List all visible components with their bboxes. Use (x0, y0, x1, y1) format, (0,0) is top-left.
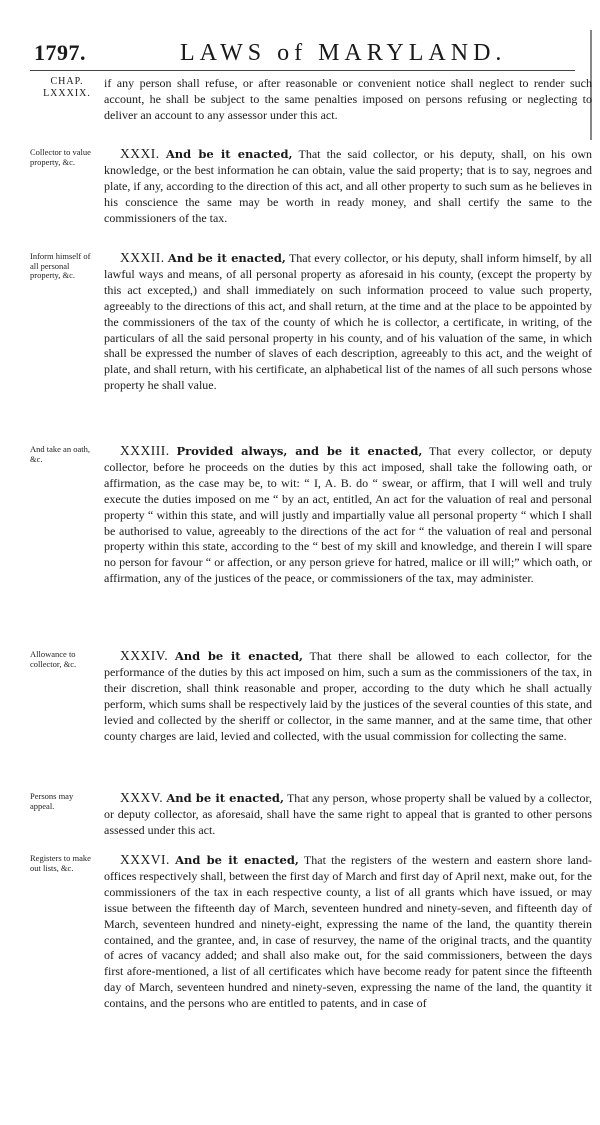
section-body: That the registers of the western and eastern shore land-offices respectively shall, between the first day of March and first day of April next, make out, for the commissioners of the tax in each respective county, a list of all grants which have issued, or may issue between the fifteenth day of March, seventeen hundred and ninety-seven, and fifteenth day of March, seventeen hundred and ninety-eight, expressing the name of the land, the quantity therein contained, and the grantee, and, in case of resurvey, the name of the original tracts, and the quantity of acres of vacancy added; and shall also make out, for the said commissioners, between the days first afore-mentioned, a list of all certificates which have become ready for patent since the fifteenth day of March, seventeen hundred and ninety-seven, expressing the name of the land, the quantity it contains, and the persons who are entitled to patents, and in case of (104, 853, 593, 1011)
section-body: That every collector, or deputy collector, before he proceeds on the duties by this act imposed, shall take the following oath, or affirmation, as the case may be, to wit: “ I, A. B. do “ swear, or affirm, that I will well and truly execute the duties imposed on me “ by an act, entitled, An act for the valuation of real and personal property “ within this state, and will justly and impartially value all personal property “ which I shall be authorised to value, agreeably to the directions of the act for “ the valuation of real and personal property within this state, according to the “ best of my skill and knowledge, and therein I will spare no person for favour “ or affection, or any person grieve for hatred, malice or ill will;” which oath, or affirmation, any of the justices of the peace, or commissioners of the tax, may administer. (104, 444, 592, 586)
section-body: That the said collector, or his deputy, shall, on his own knowledge, or the best information he can obtain, value the said property; that is to say, negroes and plate, if any, according to the direction of this act, and all other property to such sum as he believes in his conscience the same may be worth in ready money, and shall certify the same to the commissioners of the tax. (104, 147, 592, 225)
section-text (104, 648, 592, 744)
margin-note: Collector to value property, &c. (30, 147, 91, 167)
page-year: 1797. (34, 40, 86, 65)
enacting-clause: And be it enacted, (175, 853, 299, 867)
section-number: XXXI. (120, 146, 160, 161)
section-number: XXXIII. (120, 443, 170, 458)
enacting-clause: And be it enacted, (165, 147, 293, 161)
chapter-label-line2: LXXXIX. (43, 88, 91, 99)
section-number: XXXV. (120, 790, 164, 805)
enacting-clause: And be it enacted, (174, 649, 304, 663)
header-rule (30, 70, 575, 71)
section-number: XXXII. (120, 250, 165, 265)
section-text (104, 443, 592, 587)
section-body: That there shall be allowed to each collector, for the performance of the duties by this act imposed on him, such a sum as the commissioners of the tax, in their discretion, shall think reasonable and proper, according to the duty which he shall actually perform, which sums shall be respectively laid by the justices of the several counties of this state, and levied and collected by the sheriff or collector, in the same manner, and at the same time, that other county charges are laid, levied and collected, with the usual commission for collecting the same. (104, 649, 593, 743)
margin-note: Persons may appeal. (30, 791, 74, 811)
section-body: if any person shall refuse, or after reasonable or convenient notice shall neglect to render such account, he shall be subject to the same penalties imposed on persons refusing or neglecting to deliver an account to any assessor under this act. (104, 76, 592, 122)
section-body: That any person, whose property shall be valued by a collector, or deputy collector, as aforesaid, shall have the same right to appeal that is granted to other persons assessed under this act. (104, 791, 592, 837)
margin-note: Inform himself of all personal property, &c. (30, 251, 91, 280)
margin-note: And take an oath, &c. (30, 444, 90, 464)
section-text (104, 76, 592, 124)
enacting-clause: And be it enacted, (166, 791, 284, 805)
chapter-label (34, 76, 100, 100)
section-number: XXXVI. (120, 852, 170, 867)
margin-note: Allowance to collector, &c. (30, 649, 77, 669)
chapter-label-line1: CHAP. (50, 76, 84, 87)
section-number: XXXIV. (120, 648, 169, 663)
margin-note: Registers to make out lists, &c. (30, 853, 91, 873)
section-text (104, 250, 592, 394)
page-header (30, 40, 590, 70)
section-text (104, 790, 592, 839)
enacting-clause: Provided always, and be it enacted, (176, 444, 423, 458)
section-text (104, 146, 592, 227)
section-body: That every collector, or his deputy, shall inform himself, by all lawful ways and means, of all personal property as aforesaid in his county, (except the property by this act excepted,) and shall immediately on such information proceed to value such property, agreeably to the directions of this act, and shall return, at the time and at the place to be appointed by the commissioners of the tax of the county of which he is collector, a certificate, in writing, of the particulars of all the said personal property in his county, and of his valuation of the same, in which shall be expressed the number of slaves of each description, agreeably to this act, and the weight of plate, and shall return, with his certificate, an alphabetical list of the names of all such persons whose property he shall value. (104, 251, 593, 393)
page-title: LAWS of MARYLAND. (180, 40, 507, 66)
section-text (104, 852, 592, 1012)
enacting-clause: And be it enacted, (167, 251, 286, 265)
